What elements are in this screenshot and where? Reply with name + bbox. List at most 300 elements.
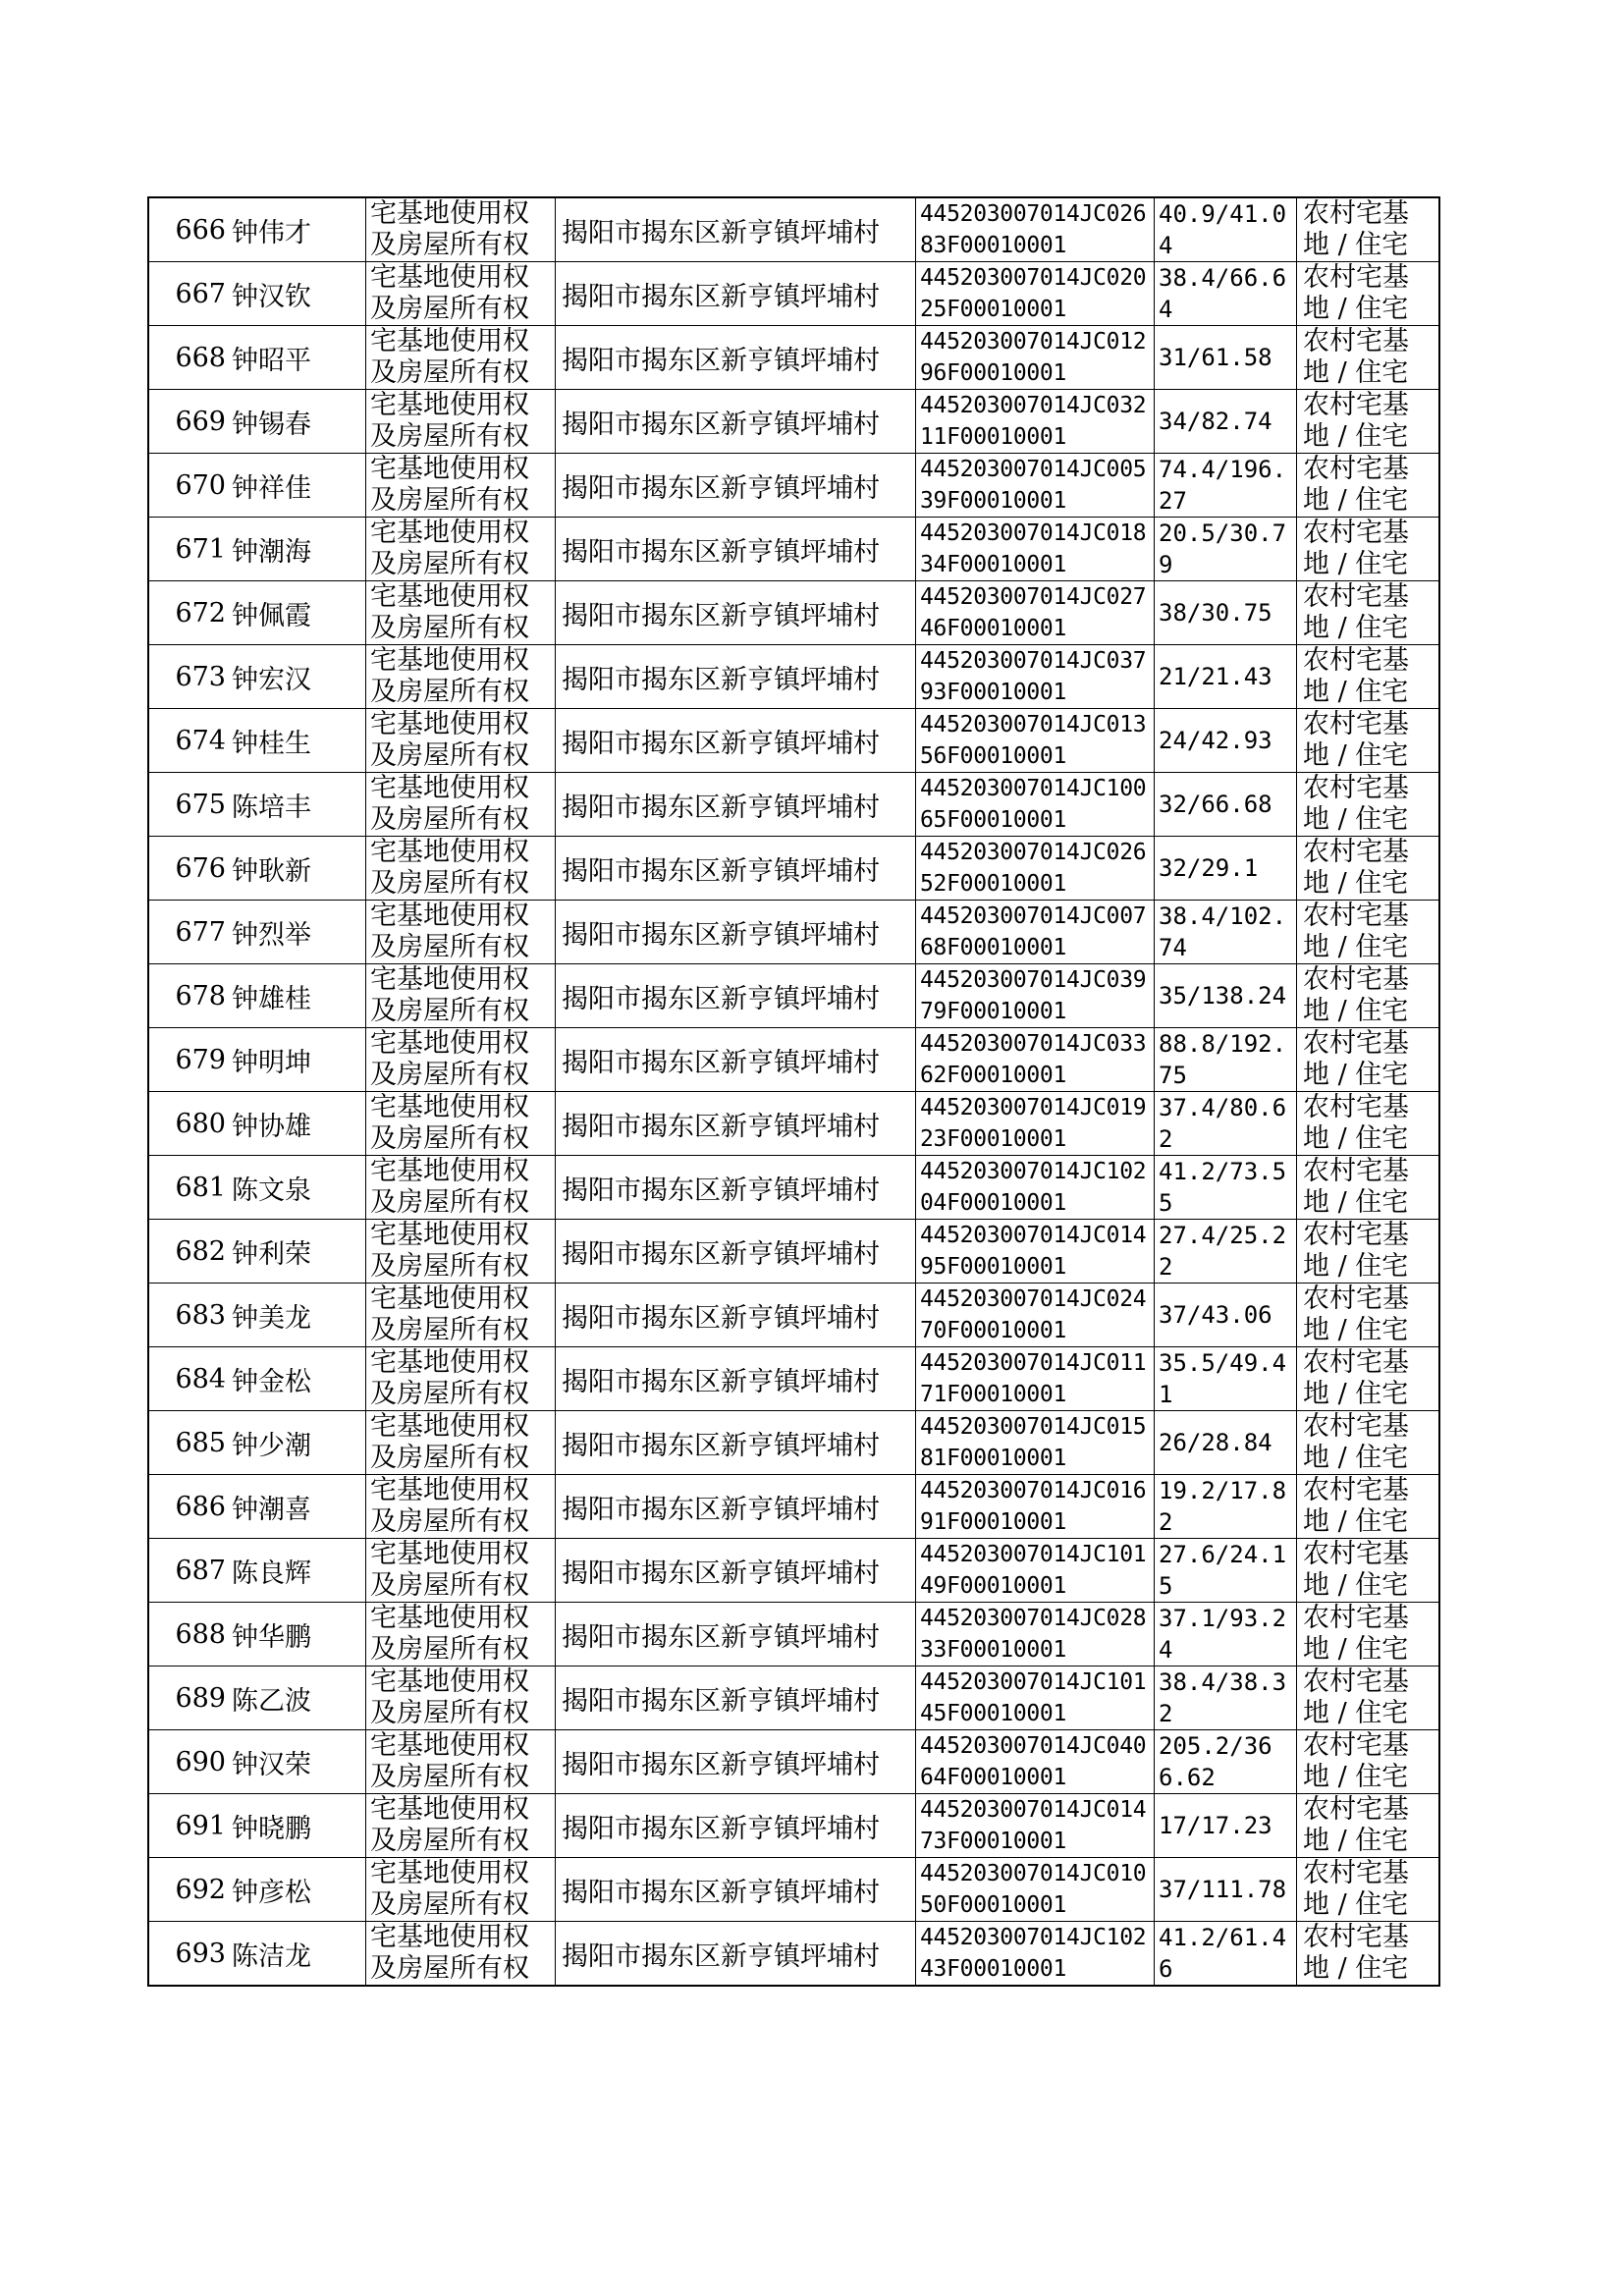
right-type-line-1: 宅基地使用权 xyxy=(370,901,529,931)
land-use-cell xyxy=(1297,1539,1440,1603)
land-use-line-2: 地 / 住宅 xyxy=(1303,1251,1409,1282)
table-row xyxy=(148,326,1439,390)
owner-name-cell: 钟雄桂 xyxy=(230,964,366,1028)
area-cell: 32/66.68 xyxy=(1155,773,1297,837)
land-use-line-2: 地 / 住宅 xyxy=(1303,1506,1409,1537)
row-number-cell: 668 xyxy=(148,326,230,390)
table-row xyxy=(148,1092,1439,1156)
land-use-line-2: 地 / 住宅 xyxy=(1303,1953,1409,1984)
address-cell: 揭阳市揭东区新亨镇坪埔村 xyxy=(556,262,916,326)
owner-name-cell: 钟汉钦 xyxy=(230,262,366,326)
right-type-line-1: 宅基地使用权 xyxy=(370,837,529,867)
unit-code-cell: 445203007014JC03793F00010001 xyxy=(916,645,1155,709)
land-use-cell xyxy=(1297,773,1440,837)
area-cell: 19.2/17.82 xyxy=(1155,1475,1297,1539)
right-type-line-2: 及房屋所有权 xyxy=(370,1379,529,1409)
land-use-cell xyxy=(1297,1220,1440,1284)
row-number-cell: 671 xyxy=(148,518,230,581)
right-type-cell xyxy=(366,1475,556,1539)
owner-name-cell: 钟潮海 xyxy=(230,518,366,581)
right-type-line-2: 及房屋所有权 xyxy=(370,677,529,707)
land-use-line-1: 农村宅基 xyxy=(1303,1028,1409,1059)
right-type-cell xyxy=(366,1092,556,1156)
table-row xyxy=(148,901,1439,964)
right-type-line-2: 及房屋所有权 xyxy=(370,1315,529,1345)
row-number-cell: 688 xyxy=(148,1603,230,1667)
right-type-cell xyxy=(366,1284,556,1347)
table-row xyxy=(148,1539,1439,1603)
land-use-line-2: 地 / 住宅 xyxy=(1303,1379,1409,1409)
unit-code-cell: 445203007014JC03979F00010001 xyxy=(916,964,1155,1028)
table-row xyxy=(148,1028,1439,1092)
right-type-line-1: 宅基地使用权 xyxy=(370,1347,529,1378)
unit-code-cell: 445203007014JC10065F00010001 xyxy=(916,773,1155,837)
land-use-line-2: 地 / 住宅 xyxy=(1303,996,1409,1026)
owner-name-cell: 钟美龙 xyxy=(230,1284,366,1347)
land-use-line-2: 地 / 住宅 xyxy=(1303,549,1409,579)
area-cell: 37/43.06 xyxy=(1155,1284,1297,1347)
address-cell: 揭阳市揭东区新亨镇坪埔村 xyxy=(556,326,916,390)
unit-code-cell: 445203007014JC04064F00010001 xyxy=(916,1730,1155,1794)
right-type-cell xyxy=(366,964,556,1028)
right-type-line-1: 宅基地使用权 xyxy=(370,773,529,803)
area-cell: 38/30.75 xyxy=(1155,581,1297,645)
right-type-line-2: 及房屋所有权 xyxy=(370,868,529,899)
address-cell: 揭阳市揭东区新亨镇坪埔村 xyxy=(556,1475,916,1539)
unit-code-cell: 445203007014JC03211F00010001 xyxy=(916,390,1155,454)
owner-name-cell: 钟烈举 xyxy=(230,901,366,964)
table-row xyxy=(148,1603,1439,1667)
land-use-line-2: 地 / 住宅 xyxy=(1303,677,1409,707)
land-use-cell xyxy=(1297,1347,1440,1411)
right-type-line-2: 及房屋所有权 xyxy=(370,1826,529,1856)
area-cell: 41.2/61.46 xyxy=(1155,1922,1297,1987)
land-use-line-2: 地 / 住宅 xyxy=(1303,932,1409,962)
address-cell: 揭阳市揭东区新亨镇坪埔村 xyxy=(556,901,916,964)
right-type-line-1: 宅基地使用权 xyxy=(370,390,529,420)
table-row xyxy=(148,518,1439,581)
right-type-line-1: 宅基地使用权 xyxy=(370,1922,529,1952)
table-row xyxy=(148,1284,1439,1347)
owner-name-cell: 钟利荣 xyxy=(230,1220,366,1284)
land-use-cell xyxy=(1297,1284,1440,1347)
table-row xyxy=(148,262,1439,326)
land-use-line-1: 农村宅基 xyxy=(1303,645,1409,676)
land-use-line-1: 农村宅基 xyxy=(1303,1156,1409,1186)
row-number-cell: 670 xyxy=(148,454,230,518)
land-use-cell xyxy=(1297,454,1440,518)
address-cell: 揭阳市揭东区新亨镇坪埔村 xyxy=(556,390,916,454)
row-number-cell: 675 xyxy=(148,773,230,837)
address-cell: 揭阳市揭东区新亨镇坪埔村 xyxy=(556,1411,916,1475)
right-type-line-1: 宅基地使用权 xyxy=(370,1475,529,1505)
table-row xyxy=(148,581,1439,645)
right-type-line-1: 宅基地使用权 xyxy=(370,964,529,995)
land-use-line-1: 农村宅基 xyxy=(1303,1730,1409,1761)
right-type-line-1: 宅基地使用权 xyxy=(370,581,529,612)
right-type-cell xyxy=(366,1220,556,1284)
row-number-cell: 682 xyxy=(148,1220,230,1284)
area-cell: 40.9/41.04 xyxy=(1155,197,1297,262)
right-type-cell xyxy=(366,1411,556,1475)
address-cell: 揭阳市揭东区新亨镇坪埔村 xyxy=(556,1347,916,1411)
land-use-cell xyxy=(1297,837,1440,901)
land-use-line-1: 农村宅基 xyxy=(1303,1539,1409,1569)
right-type-line-1: 宅基地使用权 xyxy=(370,1284,529,1314)
land-use-cell xyxy=(1297,1730,1440,1794)
land-use-line-2: 地 / 住宅 xyxy=(1303,357,1409,388)
table-row xyxy=(148,1411,1439,1475)
right-type-line-2: 及房屋所有权 xyxy=(370,932,529,962)
owner-name-cell: 钟伟才 xyxy=(230,197,366,262)
right-type-line-1: 宅基地使用权 xyxy=(370,645,529,676)
table-row xyxy=(148,709,1439,773)
address-cell: 揭阳市揭东区新亨镇坪埔村 xyxy=(556,1220,916,1284)
owner-name-cell: 陈洁龙 xyxy=(230,1922,366,1987)
right-type-line-1: 宅基地使用权 xyxy=(370,1220,529,1250)
right-type-cell xyxy=(366,1794,556,1858)
unit-code-cell: 445203007014JC02683F00010001 xyxy=(916,197,1155,262)
unit-code-cell: 445203007014JC00539F00010001 xyxy=(916,454,1155,518)
land-use-line-2: 地 / 住宅 xyxy=(1303,1570,1409,1601)
row-number-cell: 679 xyxy=(148,1028,230,1092)
table-row xyxy=(148,837,1439,901)
area-cell: 74.4/196.27 xyxy=(1155,454,1297,518)
right-type-cell xyxy=(366,901,556,964)
row-number-cell: 681 xyxy=(148,1156,230,1220)
unit-code-cell: 445203007014JC03362F00010001 xyxy=(916,1028,1155,1092)
unit-code-cell: 445203007014JC01171F00010001 xyxy=(916,1347,1155,1411)
land-use-line-1: 农村宅基 xyxy=(1303,454,1409,484)
owner-name-cell: 钟宏汉 xyxy=(230,645,366,709)
address-cell: 揭阳市揭东区新亨镇坪埔村 xyxy=(556,1539,916,1603)
address-cell: 揭阳市揭东区新亨镇坪埔村 xyxy=(556,773,916,837)
area-cell: 27.6/24.15 xyxy=(1155,1539,1297,1603)
area-cell: 32/29.1 xyxy=(1155,837,1297,901)
right-type-cell xyxy=(366,1922,556,1987)
right-type-line-1: 宅基地使用权 xyxy=(370,198,529,229)
land-use-line-2: 地 / 住宅 xyxy=(1303,294,1409,324)
owner-name-cell: 钟少潮 xyxy=(230,1411,366,1475)
table-row xyxy=(148,454,1439,518)
land-use-line-2: 地 / 住宅 xyxy=(1303,230,1409,260)
right-type-cell xyxy=(366,1156,556,1220)
right-type-cell xyxy=(366,454,556,518)
land-use-line-1: 农村宅基 xyxy=(1303,262,1409,293)
right-type-line-2: 及房屋所有权 xyxy=(370,1634,529,1665)
row-number-cell: 667 xyxy=(148,262,230,326)
address-cell: 揭阳市揭东区新亨镇坪埔村 xyxy=(556,1028,916,1092)
right-type-line-2: 及房屋所有权 xyxy=(370,1443,529,1473)
land-use-cell xyxy=(1297,964,1440,1028)
address-cell: 揭阳市揭东区新亨镇坪埔村 xyxy=(556,1284,916,1347)
right-type-line-2: 及房屋所有权 xyxy=(370,613,529,643)
right-type-line-1: 宅基地使用权 xyxy=(370,1667,529,1697)
table-row xyxy=(148,964,1439,1028)
unit-code-cell: 445203007014JC01473F00010001 xyxy=(916,1794,1155,1858)
row-number-cell: 666 xyxy=(148,197,230,262)
land-use-cell xyxy=(1297,709,1440,773)
owner-name-cell: 钟明坤 xyxy=(230,1028,366,1092)
land-use-line-2: 地 / 住宅 xyxy=(1303,1698,1409,1728)
unit-code-cell: 445203007014JC10204F00010001 xyxy=(916,1156,1155,1220)
land-use-cell xyxy=(1297,645,1440,709)
right-type-line-2: 及房屋所有权 xyxy=(370,549,529,579)
row-number-cell: 674 xyxy=(148,709,230,773)
land-use-cell xyxy=(1297,1475,1440,1539)
right-type-line-2: 及房屋所有权 xyxy=(370,1953,529,1984)
right-type-line-2: 及房屋所有权 xyxy=(370,1123,529,1154)
right-type-line-2: 及房屋所有权 xyxy=(370,1251,529,1282)
owner-name-cell: 钟桂生 xyxy=(230,709,366,773)
unit-code-cell: 445203007014JC02833F00010001 xyxy=(916,1603,1155,1667)
right-type-line-1: 宅基地使用权 xyxy=(370,326,529,356)
area-cell: 37.1/93.24 xyxy=(1155,1603,1297,1667)
land-use-cell xyxy=(1297,1667,1440,1730)
right-type-line-1: 宅基地使用权 xyxy=(370,518,529,548)
land-use-cell xyxy=(1297,1028,1440,1092)
address-cell: 揭阳市揭东区新亨镇坪埔村 xyxy=(556,454,916,518)
unit-code-cell: 445203007014JC01691F00010001 xyxy=(916,1475,1155,1539)
row-number-cell: 687 xyxy=(148,1539,230,1603)
land-use-cell xyxy=(1297,1092,1440,1156)
address-cell: 揭阳市揭东区新亨镇坪埔村 xyxy=(556,1603,916,1667)
unit-code-cell: 445203007014JC01050F00010001 xyxy=(916,1858,1155,1922)
land-use-line-1: 农村宅基 xyxy=(1303,1667,1409,1697)
right-type-line-2: 及房屋所有权 xyxy=(370,357,529,388)
unit-code-cell: 445203007014JC02652F00010001 xyxy=(916,837,1155,901)
right-type-line-2: 及房屋所有权 xyxy=(370,1187,529,1218)
right-type-line-2: 及房屋所有权 xyxy=(370,1570,529,1601)
right-type-line-1: 宅基地使用权 xyxy=(370,1156,529,1186)
right-type-cell xyxy=(366,773,556,837)
land-use-line-1: 农村宅基 xyxy=(1303,1794,1409,1825)
table-row xyxy=(148,1922,1439,1987)
row-number-cell: 673 xyxy=(148,645,230,709)
right-type-line-1: 宅基地使用权 xyxy=(370,262,529,293)
unit-code-cell: 445203007014JC02470F00010001 xyxy=(916,1284,1155,1347)
right-type-line-1: 宅基地使用权 xyxy=(370,1411,529,1442)
land-use-line-2: 地 / 住宅 xyxy=(1303,1826,1409,1856)
land-use-line-2: 地 / 住宅 xyxy=(1303,1889,1409,1920)
area-cell: 35/138.24 xyxy=(1155,964,1297,1028)
owner-name-cell: 陈文泉 xyxy=(230,1156,366,1220)
owner-name-cell: 钟协雄 xyxy=(230,1092,366,1156)
land-use-line-2: 地 / 住宅 xyxy=(1303,1060,1409,1090)
area-cell: 26/28.84 xyxy=(1155,1411,1297,1475)
area-cell: 24/42.93 xyxy=(1155,709,1297,773)
address-cell: 揭阳市揭东区新亨镇坪埔村 xyxy=(556,197,916,262)
unit-code-cell: 445203007014JC02746F00010001 xyxy=(916,581,1155,645)
land-use-line-1: 农村宅基 xyxy=(1303,1475,1409,1505)
right-type-cell xyxy=(366,1603,556,1667)
land-use-line-1: 农村宅基 xyxy=(1303,581,1409,612)
right-type-cell xyxy=(366,518,556,581)
area-cell: 38.4/66.64 xyxy=(1155,262,1297,326)
right-type-line-2: 及房屋所有权 xyxy=(370,804,529,835)
area-cell: 35.5/49.41 xyxy=(1155,1347,1297,1411)
right-type-line-1: 宅基地使用权 xyxy=(370,1858,529,1888)
table-row xyxy=(148,645,1439,709)
land-use-line-2: 地 / 住宅 xyxy=(1303,740,1409,771)
table-row xyxy=(148,197,1439,262)
right-type-line-2: 及房屋所有权 xyxy=(370,996,529,1026)
address-cell: 揭阳市揭东区新亨镇坪埔村 xyxy=(556,581,916,645)
right-type-line-1: 宅基地使用权 xyxy=(370,709,529,739)
right-type-line-2: 及房屋所有权 xyxy=(370,1506,529,1537)
land-use-line-2: 地 / 住宅 xyxy=(1303,804,1409,835)
area-cell: 34/82.74 xyxy=(1155,390,1297,454)
table-row xyxy=(148,773,1439,837)
right-type-line-2: 及房屋所有权 xyxy=(370,1889,529,1920)
owner-name-cell: 陈良辉 xyxy=(230,1539,366,1603)
unit-code-cell: 445203007014JC10145F00010001 xyxy=(916,1667,1155,1730)
table-row xyxy=(148,1220,1439,1284)
owner-name-cell: 钟金松 xyxy=(230,1347,366,1411)
land-use-cell xyxy=(1297,262,1440,326)
address-cell: 揭阳市揭东区新亨镇坪埔村 xyxy=(556,1794,916,1858)
unit-code-cell: 445203007014JC02025F00010001 xyxy=(916,262,1155,326)
row-number-cell: 686 xyxy=(148,1475,230,1539)
owner-name-cell: 钟彦松 xyxy=(230,1858,366,1922)
right-type-cell xyxy=(366,1539,556,1603)
owner-name-cell: 钟华鹏 xyxy=(230,1603,366,1667)
row-number-cell: 685 xyxy=(148,1411,230,1475)
property-rights-table xyxy=(147,196,1440,1987)
land-use-line-1: 农村宅基 xyxy=(1303,964,1409,995)
area-cell: 41.2/73.55 xyxy=(1155,1156,1297,1220)
address-cell: 揭阳市揭东区新亨镇坪埔村 xyxy=(556,518,916,581)
table-row xyxy=(148,1667,1439,1730)
land-use-line-2: 地 / 住宅 xyxy=(1303,421,1409,452)
table-row xyxy=(148,1730,1439,1794)
land-use-line-1: 农村宅基 xyxy=(1303,198,1409,229)
owner-name-cell: 陈培丰 xyxy=(230,773,366,837)
right-type-cell xyxy=(366,197,556,262)
area-cell: 38.4/102.74 xyxy=(1155,901,1297,964)
area-cell: 21/21.43 xyxy=(1155,645,1297,709)
table-row xyxy=(148,390,1439,454)
land-use-cell xyxy=(1297,197,1440,262)
land-use-line-2: 地 / 住宅 xyxy=(1303,1762,1409,1792)
address-cell: 揭阳市揭东区新亨镇坪埔村 xyxy=(556,645,916,709)
address-cell: 揭阳市揭东区新亨镇坪埔村 xyxy=(556,1858,916,1922)
right-type-line-1: 宅基地使用权 xyxy=(370,1028,529,1059)
table-row xyxy=(148,1794,1439,1858)
owner-name-cell: 钟昭平 xyxy=(230,326,366,390)
land-use-line-2: 地 / 住宅 xyxy=(1303,1443,1409,1473)
right-type-cell xyxy=(366,837,556,901)
right-type-line-1: 宅基地使用权 xyxy=(370,1794,529,1825)
row-number-cell: 672 xyxy=(148,581,230,645)
area-cell: 37.4/80.62 xyxy=(1155,1092,1297,1156)
land-use-line-1: 农村宅基 xyxy=(1303,1347,1409,1378)
right-type-line-2: 及房屋所有权 xyxy=(370,485,529,516)
land-use-line-1: 农村宅基 xyxy=(1303,326,1409,356)
land-use-cell xyxy=(1297,1858,1440,1922)
land-use-line-1: 农村宅基 xyxy=(1303,1284,1409,1314)
land-use-cell xyxy=(1297,1156,1440,1220)
land-use-line-1: 农村宅基 xyxy=(1303,1922,1409,1952)
land-use-line-1: 农村宅基 xyxy=(1303,901,1409,931)
table-row xyxy=(148,1347,1439,1411)
land-use-line-1: 农村宅基 xyxy=(1303,709,1409,739)
address-cell: 揭阳市揭东区新亨镇坪埔村 xyxy=(556,964,916,1028)
land-use-line-2: 地 / 住宅 xyxy=(1303,868,1409,899)
land-use-line-1: 农村宅基 xyxy=(1303,837,1409,867)
row-number-cell: 676 xyxy=(148,837,230,901)
area-cell: 37/111.78 xyxy=(1155,1858,1297,1922)
owner-name-cell: 钟晓鹏 xyxy=(230,1794,366,1858)
land-use-line-1: 农村宅基 xyxy=(1303,390,1409,420)
land-use-cell xyxy=(1297,901,1440,964)
area-cell: 17/17.23 xyxy=(1155,1794,1297,1858)
unit-code-cell: 445203007014JC01834F00010001 xyxy=(916,518,1155,581)
land-use-line-1: 农村宅基 xyxy=(1303,1858,1409,1888)
right-type-line-1: 宅基地使用权 xyxy=(370,1092,529,1122)
right-type-line-1: 宅基地使用权 xyxy=(370,1539,529,1569)
land-use-cell xyxy=(1297,1922,1440,1987)
right-type-cell xyxy=(366,1347,556,1411)
row-number-cell: 677 xyxy=(148,901,230,964)
unit-code-cell: 445203007014JC01581F00010001 xyxy=(916,1411,1155,1475)
row-number-cell: 684 xyxy=(148,1347,230,1411)
owner-name-cell: 钟耿新 xyxy=(230,837,366,901)
land-use-line-1: 农村宅基 xyxy=(1303,773,1409,803)
row-number-cell: 693 xyxy=(148,1922,230,1987)
land-use-cell xyxy=(1297,581,1440,645)
address-cell: 揭阳市揭东区新亨镇坪埔村 xyxy=(556,1092,916,1156)
right-type-line-1: 宅基地使用权 xyxy=(370,454,529,484)
row-number-cell: 691 xyxy=(148,1794,230,1858)
row-number-cell: 678 xyxy=(148,964,230,1028)
row-number-cell: 692 xyxy=(148,1858,230,1922)
owner-name-cell: 钟潮喜 xyxy=(230,1475,366,1539)
row-number-cell: 689 xyxy=(148,1667,230,1730)
area-cell: 88.8/192.75 xyxy=(1155,1028,1297,1092)
land-use-cell xyxy=(1297,518,1440,581)
land-use-line-2: 地 / 住宅 xyxy=(1303,1187,1409,1218)
owner-name-cell: 钟佩霞 xyxy=(230,581,366,645)
area-cell: 20.5/30.79 xyxy=(1155,518,1297,581)
land-use-line-2: 地 / 住宅 xyxy=(1303,1123,1409,1154)
owner-name-cell: 钟汉荣 xyxy=(230,1730,366,1794)
right-type-line-2: 及房屋所有权 xyxy=(370,230,529,260)
land-use-line-1: 农村宅基 xyxy=(1303,1603,1409,1633)
right-type-cell xyxy=(366,262,556,326)
land-use-cell xyxy=(1297,1603,1440,1667)
address-cell: 揭阳市揭东区新亨镇坪埔村 xyxy=(556,1667,916,1730)
land-use-cell xyxy=(1297,390,1440,454)
row-number-cell: 690 xyxy=(148,1730,230,1794)
land-use-line-1: 农村宅基 xyxy=(1303,1220,1409,1250)
right-type-line-2: 及房屋所有权 xyxy=(370,1762,529,1792)
right-type-cell xyxy=(366,1667,556,1730)
right-type-cell xyxy=(366,1730,556,1794)
address-cell: 揭阳市揭东区新亨镇坪埔村 xyxy=(556,1730,916,1794)
land-use-line-2: 地 / 住宅 xyxy=(1303,1634,1409,1665)
owner-name-cell: 陈乙波 xyxy=(230,1667,366,1730)
right-type-line-1: 宅基地使用权 xyxy=(370,1603,529,1633)
area-cell: 27.4/25.22 xyxy=(1155,1220,1297,1284)
area-cell: 205.2/366.62 xyxy=(1155,1730,1297,1794)
right-type-cell xyxy=(366,581,556,645)
table-row xyxy=(148,1156,1439,1220)
right-type-line-2: 及房屋所有权 xyxy=(370,740,529,771)
unit-code-cell: 445203007014JC10149F00010001 xyxy=(916,1539,1155,1603)
right-type-cell xyxy=(366,390,556,454)
land-use-cell xyxy=(1297,1794,1440,1858)
